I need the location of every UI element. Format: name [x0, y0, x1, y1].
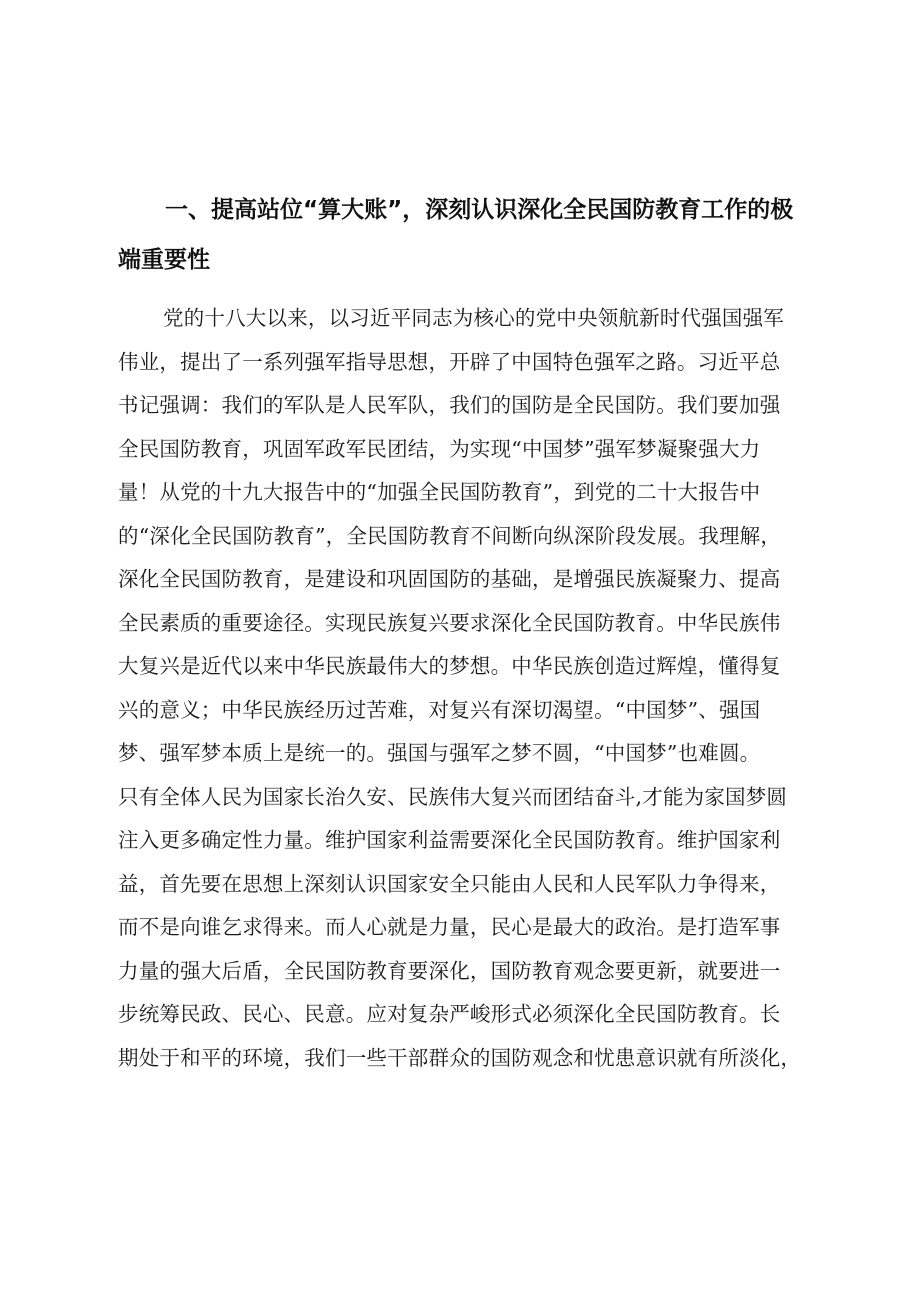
paragraph-line: 全民素质的重要途径。实现民族复兴要求深化全民国防教育。中华民族伟 — [118, 610, 781, 635]
paragraph-line: 书记强调：我们的军队是人民军队，我们的国防是全民国防。我们要加强 — [118, 393, 781, 417]
paragraph-line: 大复兴是近代以来中华民族最伟大的梦想。中华民族创造过辉煌，懂得复 — [118, 654, 781, 678]
paragraph-line: 只有全体人民为国家长治久安、民族伟大复兴而团结奋斗,才能为家国梦圆 — [118, 784, 788, 809]
body-paragraph — [118, 297, 823, 1080]
paragraph-line: 益，首先要在思想上深刻认识国家安全只能由人民和人民军队力争得来， — [118, 871, 781, 896]
paragraph-line: 力量的强大后盾，全民国防教育要深化，国防教育观念要更新，就要进一 — [118, 958, 781, 983]
paragraph-line: 注入更多确定性力量。维护国家利益需要深化全民国防教育。维护国家利 — [118, 828, 781, 852]
heading-line: 一、提高站位“算大账”，深刻认识深化全民国防教育工作的极 — [165, 197, 794, 223]
paragraph-line: 而不是向谁乞求得来。而人心就是力量，民心是最大的政治。是打造军事 — [118, 915, 781, 939]
paragraph-line: 深化全民国防教育，是建设和巩固国防的基础，是增强民族凝聚力、提高 — [118, 567, 781, 591]
paragraph-line: 期处于和平的环境，我们一些干部群众的国防观念和忧患意识就有所淡化， — [118, 1045, 802, 1070]
paragraph-line: 党的十八大以来，以习近平同志为核心的党中央领航新时代强国强军 — [163, 306, 784, 330]
section-heading — [118, 185, 818, 285]
paragraph-line: 量！从党的十九大报告中的“加强全民国防教育”，到党的二十大报告中 — [118, 480, 761, 504]
paragraph-line: 步统筹民政、民心、民意。应对复杂严峻形式必须深化全民国防教育。长 — [118, 1002, 781, 1026]
paragraph-line: 伟业，提出了一系列强军指导思想，开辟了中国特色强军之路。习近平总 — [118, 349, 781, 374]
paragraph-line: 全民国防教育，巩固军政军民团结，为实现“中国梦”强军梦凝聚强大力 — [118, 436, 761, 461]
heading-line: 端重要性 — [118, 247, 210, 273]
paragraph-line: 的“深化全民国防教育”，全民国防教育不间断向纵深阶段发展。我理解， — [118, 523, 782, 548]
paragraph-line: 兴的意义；中华民族经历过苦难，对复兴有深切渴望。“中国梦”、强国 — [118, 697, 761, 722]
paragraph-line: 梦、强军梦本质上是统一的。强国与强军之梦不圆，“中国梦”也难圆。 — [118, 741, 761, 765]
